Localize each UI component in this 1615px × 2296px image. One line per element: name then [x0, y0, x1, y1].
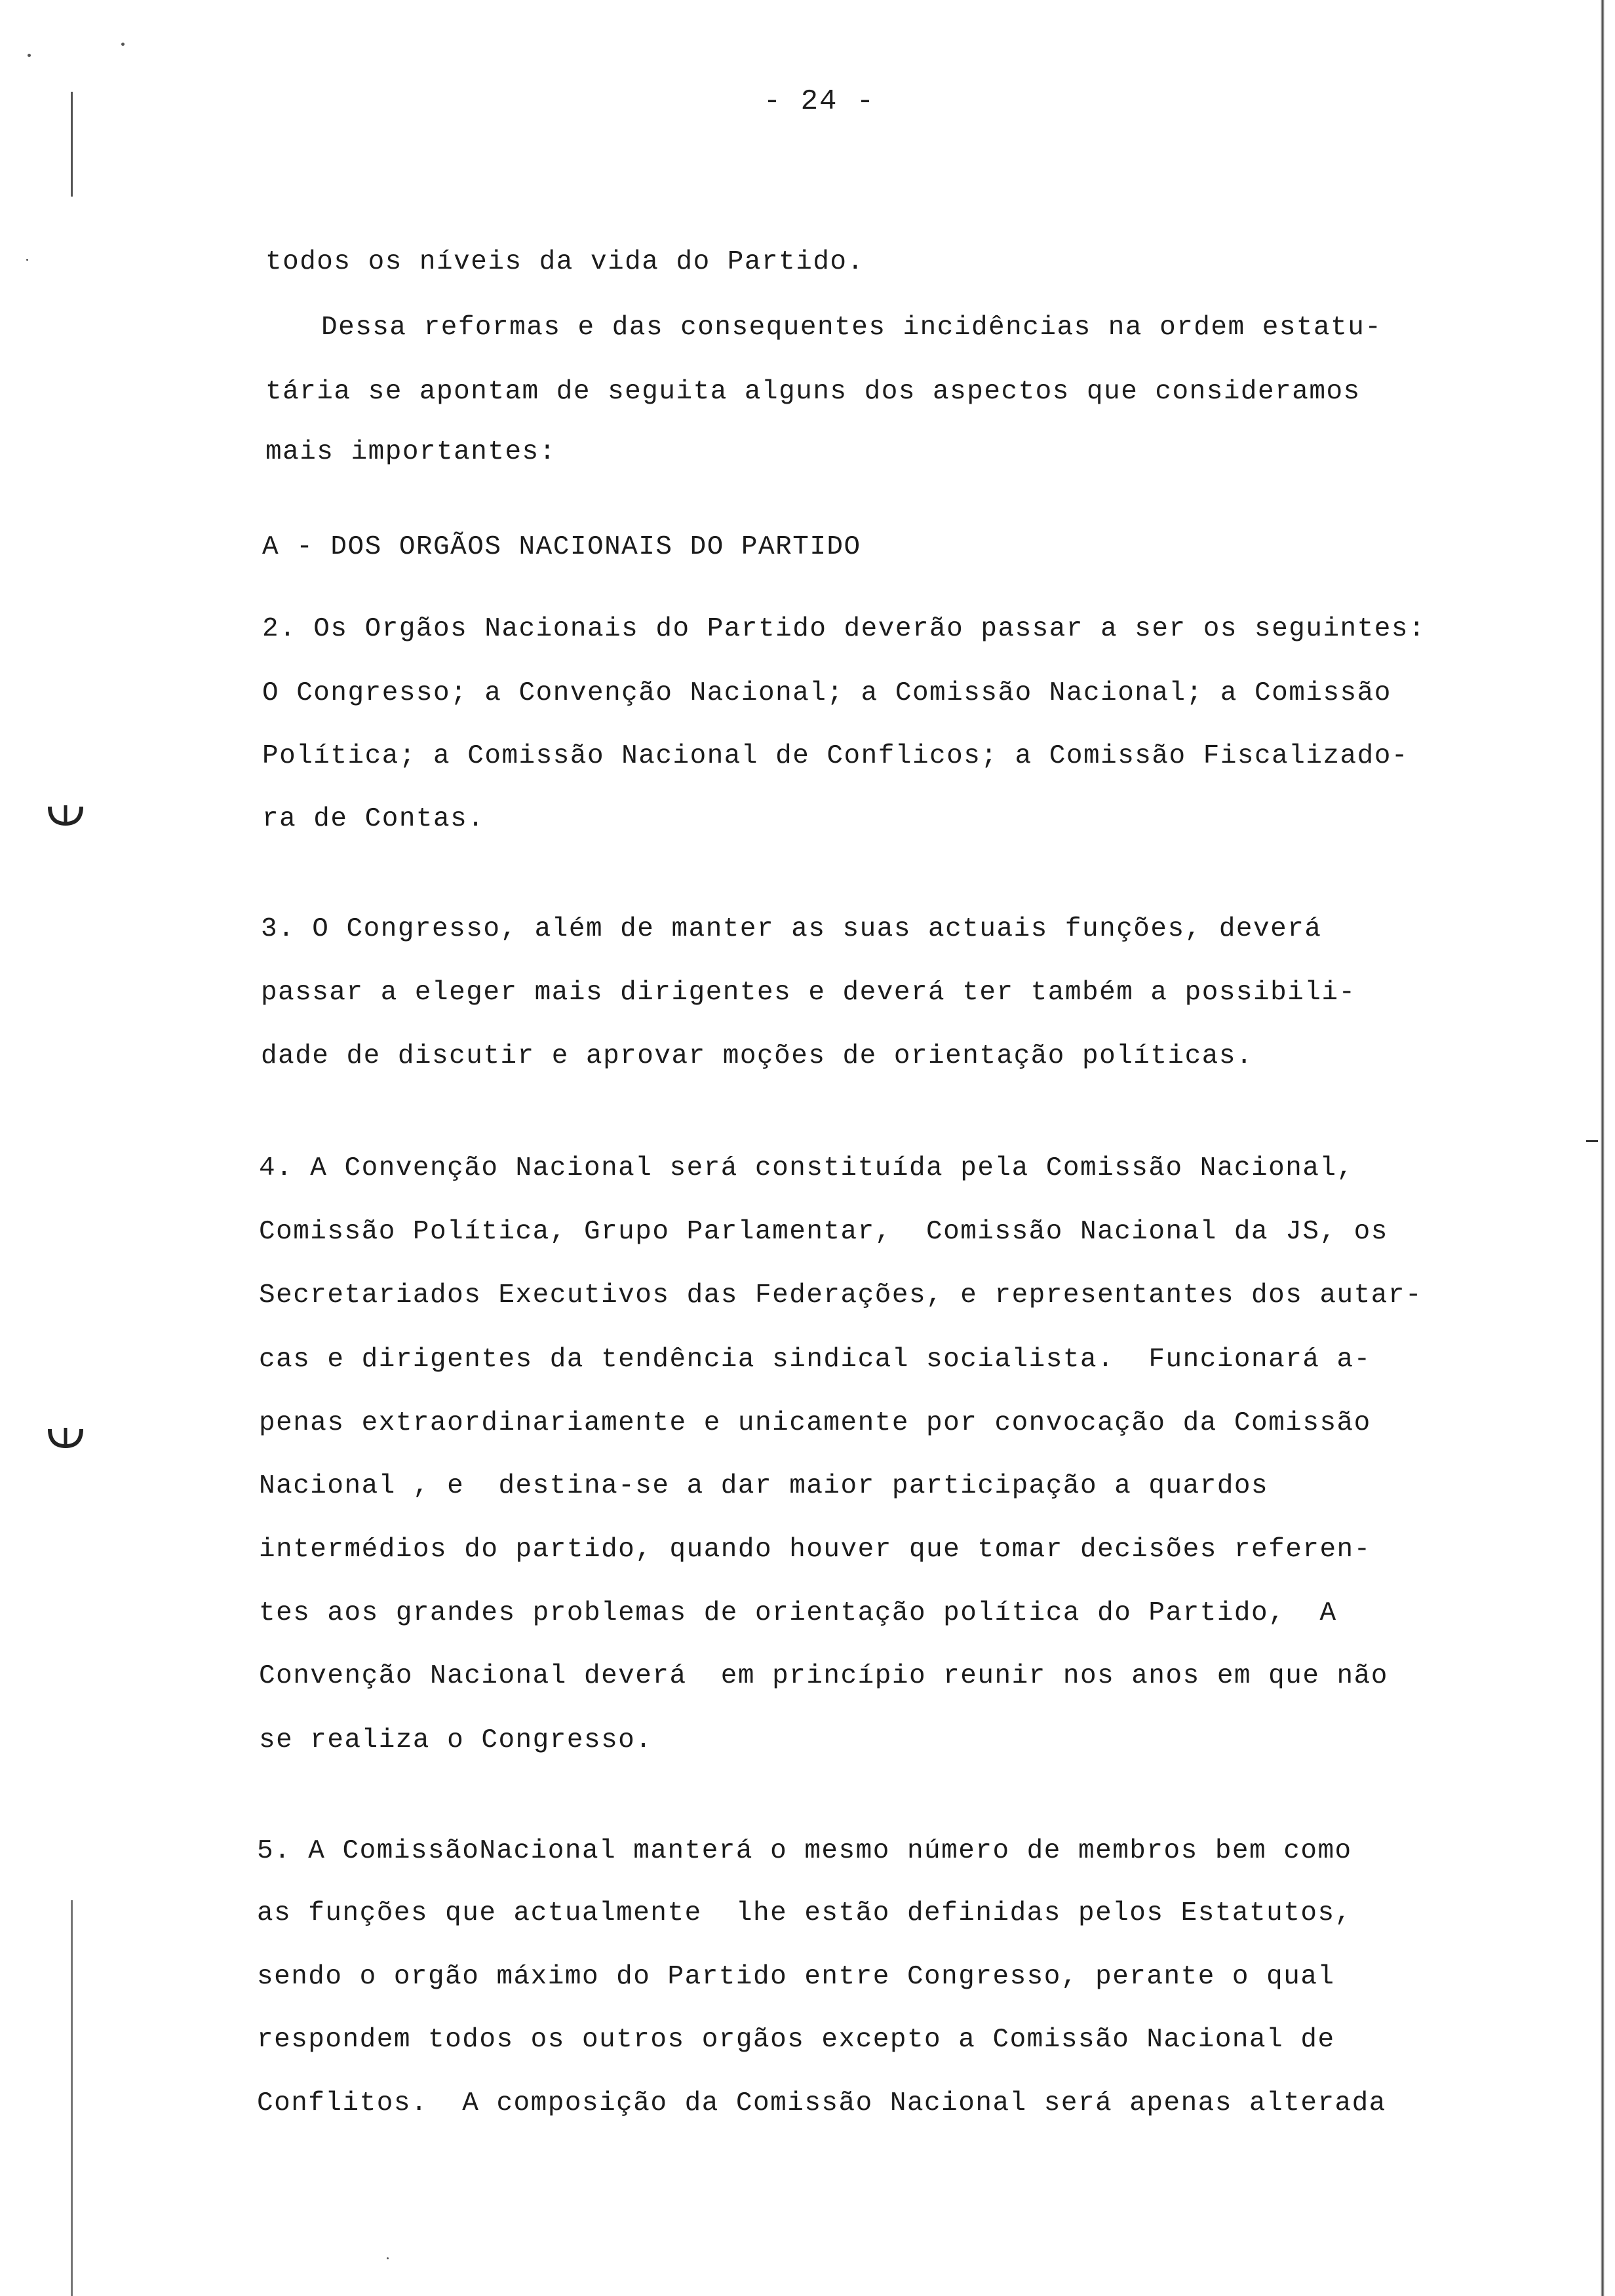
- text-line: penas extraordinariamente e unicamente por convocação da Comissão: [259, 1408, 1371, 1438]
- text-line: intermédios do partido, quando houver que tomar decisões referen-: [259, 1535, 1371, 1565]
- text-line: Política; a Comissão Nacional de Conflicos; a Comissão Fiscalizado-: [262, 741, 1409, 771]
- text-line: cas e dirigentes da tendência sindical socialista. Funcionará a-: [259, 1345, 1371, 1375]
- text-line: tes aos grandes problemas de orientação política do Partido, A: [259, 1598, 1337, 1628]
- scan-speck: [121, 43, 125, 46]
- text-line: Conflitos. A composição da Comissão Nacional será apenas alterada: [257, 2088, 1386, 2118]
- text-line: O Congresso; a Convenção Nacional; a Comissão Nacional; a Comissão: [262, 678, 1391, 708]
- text-line: as funções que actualmente lhe estão definidas pelos Estatutos,: [257, 1898, 1352, 1928]
- binder-hole-mark: [46, 803, 85, 829]
- binder-hole-mark: [46, 1425, 85, 1451]
- text-line: 5. A ComissãoNacional manterá o mesmo número de membros bem como: [257, 1836, 1352, 1866]
- text-line: todos os níveis da vida do Partido.: [265, 247, 865, 277]
- text-line: passar a eleger mais dirigentes e deverá ter também a possibili-: [261, 978, 1356, 1008]
- page-number: - 24 -: [763, 85, 876, 118]
- text-line: sendo o orgão máximo do Partido entre Congresso, perante o qual: [257, 1962, 1335, 1992]
- scan-margin-rule: [71, 92, 73, 197]
- scan-edge-tick: [1586, 1140, 1598, 1142]
- text-line: Comissão Política, Grupo Parlamentar, Comissão Nacional da JS, os: [259, 1217, 1388, 1247]
- scan-speck: [387, 2257, 389, 2259]
- scan-margin-rule-lower: [71, 1900, 73, 2296]
- text-line: 4. A Convenção Nacional será constituída pela Comissão Nacional,: [259, 1153, 1354, 1183]
- scan-speck: [28, 54, 31, 57]
- text-line: se realiza o Congresso.: [259, 1725, 653, 1755]
- text-line: ra de Contas.: [262, 804, 485, 834]
- text-line: Secretariados Executivos das Federações, e representantes dos autar-: [259, 1280, 1423, 1311]
- text-line: Dessa reformas e das consequentes incidências na ordem estatu-: [321, 313, 1382, 343]
- text-line: Nacional , e destina-se a dar maior participação a quardos: [259, 1471, 1269, 1501]
- text-line: dade de discutir e aprovar moções de orientação políticas.: [261, 1041, 1254, 1071]
- text-line: 3. O Congresso, além de manter as suas actuais funções, deverá: [261, 914, 1322, 944]
- text-line: 2. Os Orgãos Nacionais do Partido deverão passar a ser os seguintes:: [262, 614, 1426, 644]
- text-line: tária se apontam de seguita alguns dos aspectos que consideramos: [265, 377, 1361, 407]
- scan-speck: [26, 259, 28, 261]
- scan-right-edge: [1601, 0, 1605, 2296]
- text-line: mais importantes:: [265, 437, 556, 467]
- text-line: respondem todos os outros orgãos excepto a Comissão Nacional de: [257, 2025, 1335, 2055]
- section-heading: A - DOS ORGÃOS NACIONAIS DO PARTIDO: [262, 532, 861, 562]
- text-line: Convenção Nacional deverá em princípio reunir nos anos em que não: [259, 1661, 1388, 1691]
